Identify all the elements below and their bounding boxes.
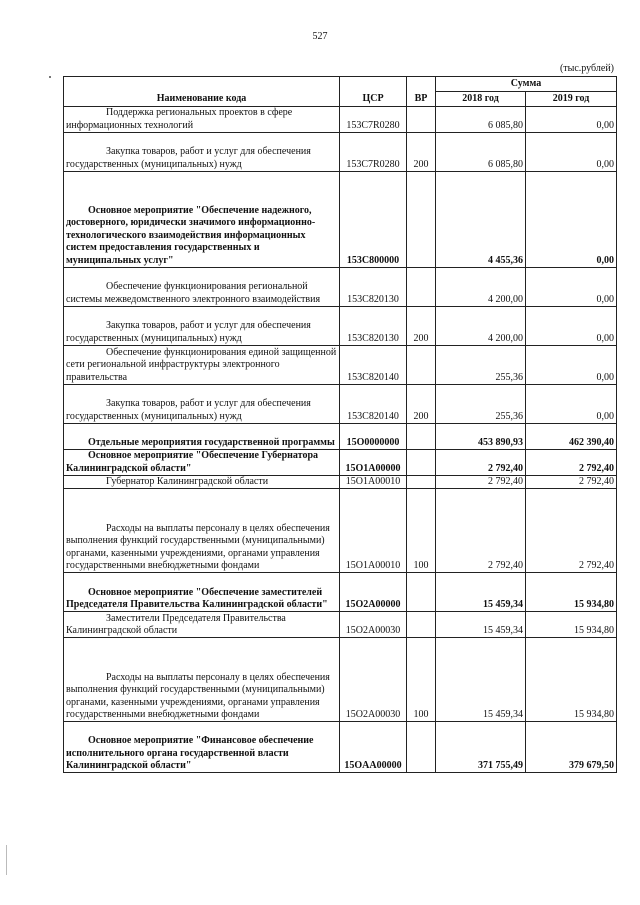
row-csr: 15O2A00030 xyxy=(340,612,407,638)
page-number: 527 xyxy=(312,31,328,42)
table-row xyxy=(64,307,617,346)
row-2018: 2 792,40 xyxy=(436,476,526,489)
row-2019: 0,00 xyxy=(526,385,617,424)
budget-table xyxy=(63,76,617,773)
header-csr: ЦСР xyxy=(340,77,407,107)
row-2018: 453 890,93 xyxy=(436,424,526,450)
row-2018: 6 085,80 xyxy=(436,133,526,172)
row-name: Поддержка региональных проектов в сфере информационных технологий xyxy=(64,107,340,133)
row-2019: 0,00 xyxy=(526,307,617,346)
row-2019: 0,00 xyxy=(526,346,617,385)
row-2018: 255,36 xyxy=(436,385,526,424)
row-vr xyxy=(407,573,436,612)
row-vr: 100 xyxy=(407,489,436,573)
scan-edge-mark xyxy=(6,845,7,875)
row-name: Обеспечение функционирования региональной системы межведомственного электронного взаимодействия xyxy=(64,268,340,307)
table-row xyxy=(64,385,617,424)
table-row xyxy=(64,172,617,268)
row-2019: 15 934,80 xyxy=(526,573,617,612)
table-row xyxy=(64,489,617,573)
row-name: Закупка товаров, работ и услуг для обеспечения государственных (муниципальных) нужд xyxy=(64,133,340,172)
row-vr xyxy=(407,172,436,268)
table-row xyxy=(64,346,617,385)
header-sum: Сумма xyxy=(436,77,617,92)
row-vr: 200 xyxy=(407,307,436,346)
row-name: Губернатор Калининградской области xyxy=(64,476,340,489)
row-2019: 0,00 xyxy=(526,133,617,172)
row-2018: 6 085,80 xyxy=(436,107,526,133)
row-2019: 15 934,80 xyxy=(526,612,617,638)
table-row xyxy=(64,612,617,638)
row-name: Основное мероприятие "Финансовое обеспечение исполнительного органа государственной власти Калининградской области" xyxy=(64,722,340,773)
row-2018: 255,36 xyxy=(436,346,526,385)
row-2018: 371 755,49 xyxy=(436,722,526,773)
header-vr: ВР xyxy=(407,77,436,107)
row-name: Основное мероприятие "Обеспечение заместителей Председателя Правительства Калининградской области" xyxy=(64,573,340,612)
row-csr: 15OAA00000 xyxy=(340,722,407,773)
row-csr: 15O2A00030 xyxy=(340,638,407,722)
table-row xyxy=(64,573,617,612)
row-2019: 0,00 xyxy=(526,172,617,268)
header-2018: 2018 год xyxy=(436,92,526,107)
row-name: Расходы на выплаты персоналу в целях обеспечения выполнения функций государственными (муниципальными) органами, казенными учреждениями, органами управления государственными внебюджетными фондами xyxy=(64,638,340,722)
row-2018: 2 792,40 xyxy=(436,489,526,573)
row-csr: 15O1A00010 xyxy=(340,476,407,489)
row-vr xyxy=(407,268,436,307)
table-row xyxy=(64,133,617,172)
row-csr: 15O1A00000 xyxy=(340,450,407,476)
row-csr: 15O0000000 xyxy=(340,424,407,450)
row-csr: 153C7R0280 xyxy=(340,107,407,133)
header-2019: 2019 год xyxy=(526,92,617,107)
row-2019: 2 792,40 xyxy=(526,450,617,476)
row-vr xyxy=(407,450,436,476)
row-name: Основное мероприятие "Обеспечение Губернатора Калининградской области" xyxy=(64,450,340,476)
row-2018: 15 459,34 xyxy=(436,612,526,638)
row-csr: 153C820140 xyxy=(340,346,407,385)
row-name: Основное мероприятие "Обеспечение надежного, достоверного, юридически значимого информационно-технологического взаимодействия информационных систем предоставления государственных и муниципальных услуг" xyxy=(64,172,340,268)
table-row xyxy=(64,450,617,476)
row-2019: 15 934,80 xyxy=(526,638,617,722)
row-name: Расходы на выплаты персоналу в целях обеспечения выполнения функций государственными (муниципальными) органами, казенными учреждениями, органами управления государственными внебюджетными фондами xyxy=(64,489,340,573)
row-vr xyxy=(407,424,436,450)
row-csr: 153C7R0280 xyxy=(340,133,407,172)
row-2019: 379 679,50 xyxy=(526,722,617,773)
table-row xyxy=(64,476,617,489)
row-2019: 2 792,40 xyxy=(526,476,617,489)
row-2019: 0,00 xyxy=(526,107,617,133)
table-row xyxy=(64,268,617,307)
header-name: Наименование кода xyxy=(64,77,340,107)
row-name: Заместители Председателя Правительства Калининградской области xyxy=(64,612,340,638)
row-name: Закупка товаров, работ и услуг для обеспечения государственных (муниципальных) нужд xyxy=(64,385,340,424)
row-vr xyxy=(407,476,436,489)
row-vr xyxy=(407,722,436,773)
row-2019: 462 390,40 xyxy=(526,424,617,450)
table-row xyxy=(64,107,617,133)
row-vr xyxy=(407,346,436,385)
unit-note: (тыс.рублей) xyxy=(559,63,614,74)
table-row xyxy=(64,638,617,722)
row-csr: 153C820130 xyxy=(340,268,407,307)
row-csr: 153C820130 xyxy=(340,307,407,346)
row-csr: 153C820140 xyxy=(340,385,407,424)
row-2018: 4 455,36 xyxy=(436,172,526,268)
row-vr xyxy=(407,612,436,638)
row-2019: 0,00 xyxy=(526,268,617,307)
table-row xyxy=(64,722,617,773)
row-2018: 15 459,34 xyxy=(436,638,526,722)
row-csr: 15O2A00000 xyxy=(340,573,407,612)
row-csr: 153C800000 xyxy=(340,172,407,268)
scan-speck xyxy=(49,76,51,78)
row-vr: 200 xyxy=(407,133,436,172)
row-2018: 4 200,00 xyxy=(436,268,526,307)
row-vr: 100 xyxy=(407,638,436,722)
row-name: Обеспечение функционирования единой защищенной сети региональной инфраструктуры электронного правительства xyxy=(64,346,340,385)
row-2018: 4 200,00 xyxy=(436,307,526,346)
table-row xyxy=(64,424,617,450)
row-2018: 2 792,40 xyxy=(436,450,526,476)
row-vr: 200 xyxy=(407,385,436,424)
row-vr xyxy=(407,107,436,133)
row-name: Закупка товаров, работ и услуг для обеспечения государственных (муниципальных) нужд xyxy=(64,307,340,346)
row-name: Отдельные мероприятия государственной программы xyxy=(64,424,340,450)
row-csr: 15O1A00010 xyxy=(340,489,407,573)
row-2019: 2 792,40 xyxy=(526,489,617,573)
row-2018: 15 459,34 xyxy=(436,573,526,612)
